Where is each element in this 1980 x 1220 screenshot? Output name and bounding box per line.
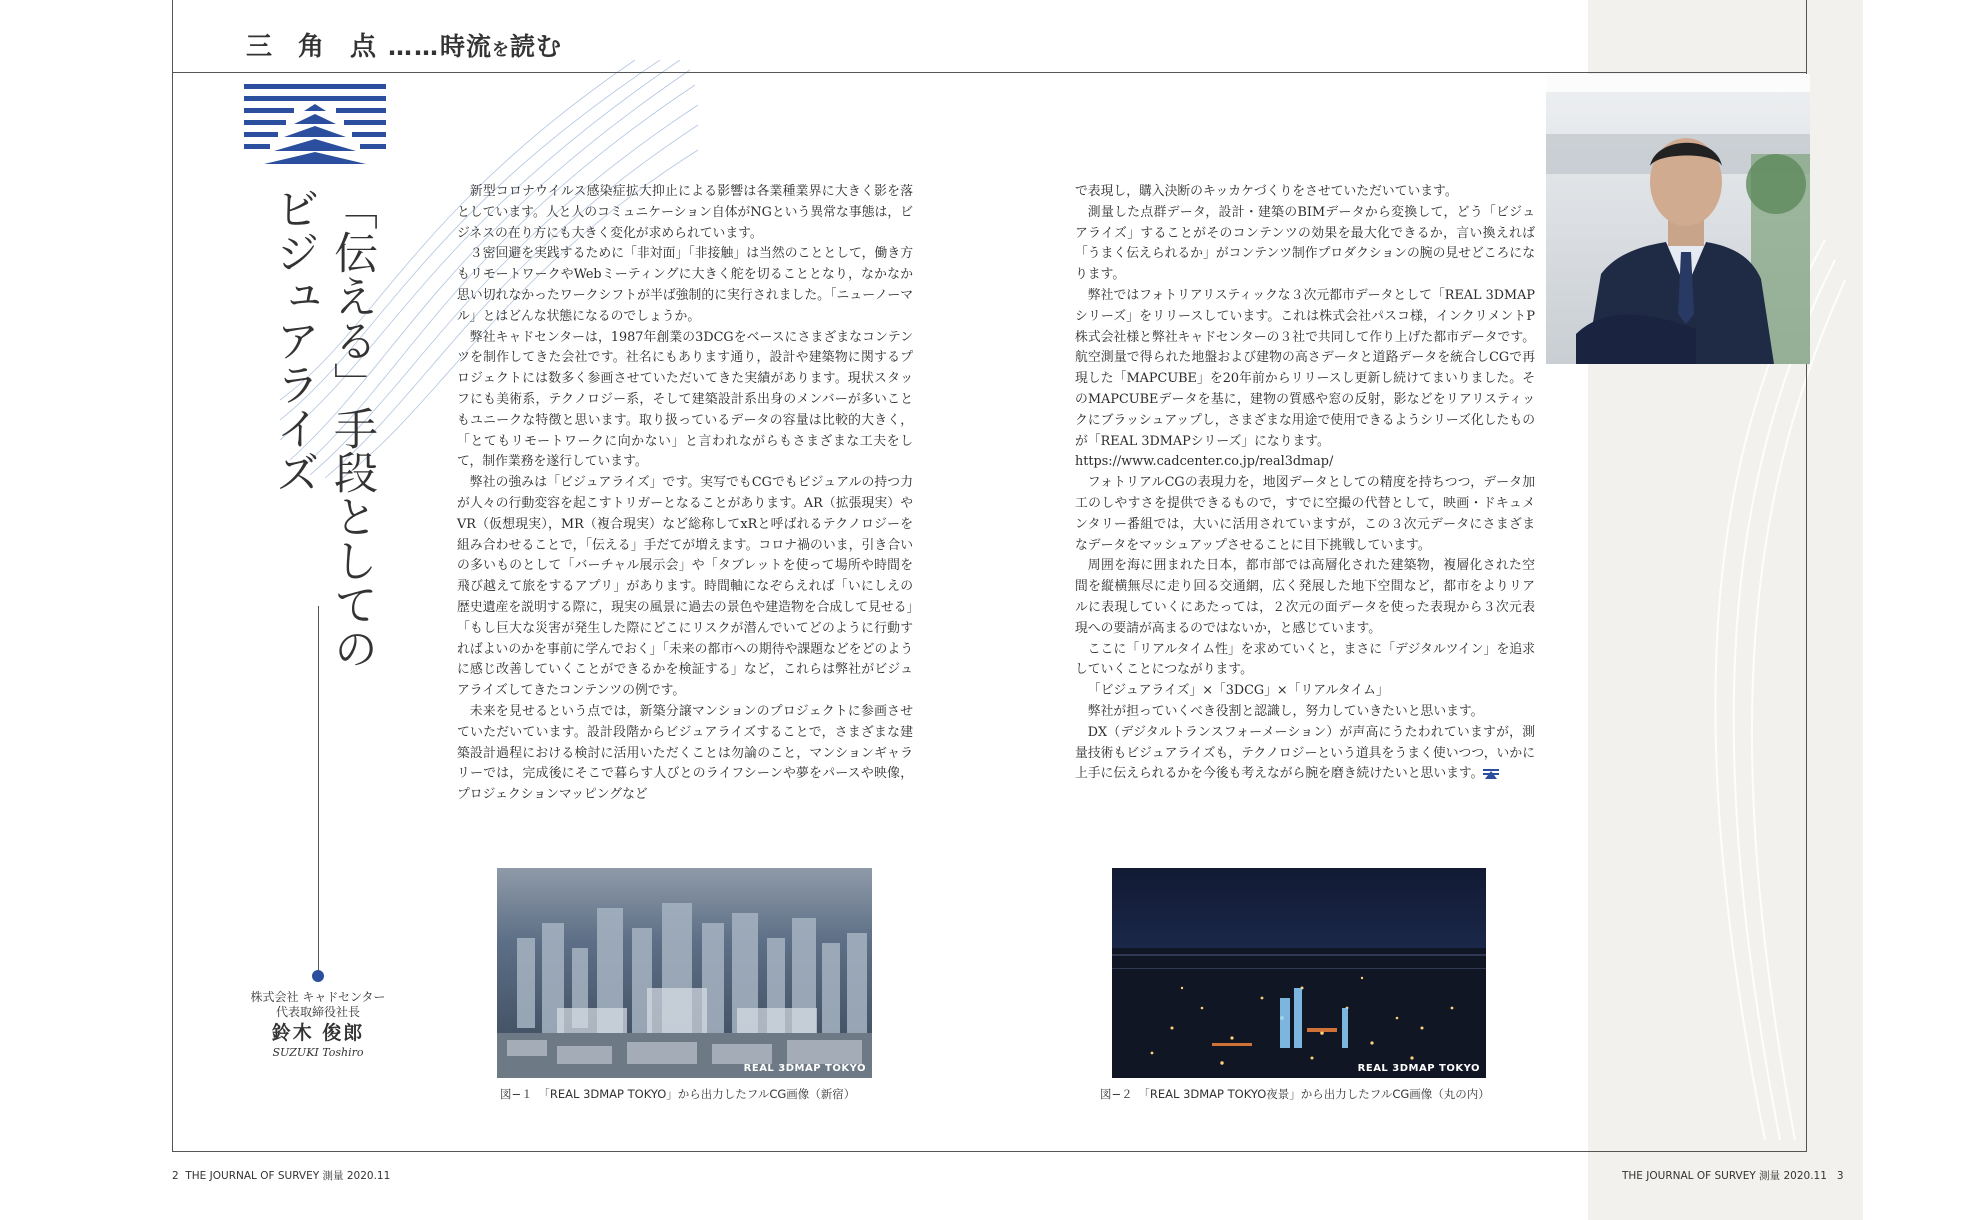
url-link[interactable]: https://www.cadcenter.co.jp/real3dmap/ bbox=[1075, 454, 1334, 470]
figure-1-shinjuku-cg bbox=[497, 868, 872, 1078]
journal-name-left: THE JOURNAL OF SURVEY 測量 2020.11 bbox=[185, 1170, 391, 1182]
paragraph: 弊社キャドセンターは，1987年創業の3DCGをベースにさまざまなコンテンツを制作してきた会社です。社名にもあります通り，設計や建築物に関するプロジェクトには数多く参画させていただいてきた実績があります。現状スタッフにも美術系，テクノロジー系，そして建築設計系出身のメンバーが多いこともユニークな特徴と思います。取り扱っているデータの容量は比較的大きく，「とてもリモートワークに向かない」と言われながらもさまざまな工夫をして，制作業務を遂行しています。 bbox=[457, 329, 913, 470]
body-column-a bbox=[457, 182, 913, 806]
author-name-roman: SUZUKI Toshiro bbox=[272, 1046, 364, 1059]
folio-right bbox=[1622, 1168, 1844, 1183]
end-mark-icon bbox=[1483, 769, 1499, 779]
author-portrait-photo bbox=[1546, 74, 1810, 364]
series-subtitle-b: を bbox=[492, 40, 511, 60]
page-number-left: 2 bbox=[172, 1170, 179, 1182]
paragraph: 「ビジュアライズ」×「3DCG」×「リアルタイム」 bbox=[1087, 683, 1389, 699]
figure-1-watermark: REAL 3DMAP TOKYO bbox=[743, 1063, 866, 1074]
author-dot-marker bbox=[312, 970, 324, 982]
series-subtitle-a: 時流 bbox=[440, 32, 493, 61]
city-aerial-image bbox=[497, 868, 872, 1078]
folio-left bbox=[172, 1168, 390, 1183]
page-number-right: 3 bbox=[1836, 1170, 1844, 1182]
series-subtitle-c: 読む bbox=[510, 32, 563, 61]
figure-2-watermark: REAL 3DMAP TOKYO bbox=[1357, 1063, 1480, 1074]
figure-2-marunouchi-night-cg bbox=[1112, 868, 1486, 1078]
paragraph: フォトリアルCGの表現力を，地図データとしての精度を持ちつつ，データ加工のしやすさを提供できるもので，すでに空撮の代替として，映画・ドキュメンタリー番組では，大いに活用されていますが，この３次元データにさまざまなデータをマッシュアップさせることに目下挑戦しています。 bbox=[1075, 475, 1535, 553]
journal-name-right: THE JOURNAL OF SURVEY 測量 2020.11 bbox=[1622, 1170, 1827, 1182]
city-night-image bbox=[1112, 868, 1486, 1078]
frame-left-rule bbox=[172, 0, 173, 1152]
paragraph: 弊社が担っていくべき役割と認識し，努力していきたいと思います。 bbox=[1087, 703, 1484, 719]
paragraph: 弊社ではフォトリアリスティックな３次元都市データとして「REAL 3DMAPシリーズ」をリリースしています。これは株式会社パスコ様，インクリメントP株式会社様と弊社キャドセンターの３社で共同して作り上げた都市データです。航空測量で得られた地盤および建物の高さデータと道路データを統合しCGで再現した「MAPCUBE」を20年前からリリースし更新し続けてまいりました。そのMAPCUBEデータを基に，建物の質感や窓の反射，影などをリアリスティックにブラッシュアップし，さまざまな用途で使用できるようシリーズ化したものが「REAL 3DMAPシリーズ」になります。 bbox=[1075, 287, 1535, 449]
figure-2-caption: 図−２ 「REAL 3DMAP TOKYO夜景」から出力したフルCG画像（丸の内） bbox=[1100, 1087, 1490, 1101]
series-dots: …… bbox=[388, 33, 441, 61]
paragraph: 未来を見せるという点では，新築分譲マンションのプロジェクトに参画させていただいています。設計段階からビジュアライズすることで，さまざまな建築設計過程における検討に活用いただくことは勿論のこと，マンションギャラリーでは，完成後にそこで暮らす人びとのライフシーンや夢をパースや映像，プロジェクションマッピングなど bbox=[457, 703, 913, 803]
figure-1-caption: 図−１ 「REAL 3DMAP TOKYO」から出力したフルCG画像（新宿） bbox=[500, 1087, 856, 1101]
frame-bottom-rule bbox=[172, 1151, 1807, 1152]
paragraph: 測量した点群データ，設計・建築のBIMデータから変換して，どう「ビジュアライズ」することがそのコンテンツの効果を最大化できるか，言い換えれば「うまく伝えられるか」がコンテンツ制作プロダクションの腕の見せどころになります。 bbox=[1075, 204, 1535, 283]
body-column-b bbox=[1075, 182, 1535, 785]
wave-lines-right-decoration bbox=[1595, 240, 1855, 1140]
paragraph: で表現し，購入決断のキッカケづくりをさせていただいています。 bbox=[1075, 184, 1458, 199]
triangulation-point-logo bbox=[244, 84, 386, 164]
author-block bbox=[236, 990, 400, 1060]
author-company: 株式会社 キャドセンター bbox=[250, 990, 386, 1004]
paragraph: 周囲を海に囲まれた日本，都市部では高層化された建築物，複層化された空間を縦横無尽に走り回る交通網，広く発展した地下空間など，都市をよりリアルに表現していくにあたっては，２次元の面データを使った表現から３次元表現への要請が高まるのではないか，と感じています。 bbox=[1075, 558, 1535, 636]
series-header bbox=[246, 26, 562, 66]
paragraph-last bbox=[1075, 723, 1535, 785]
portrait-image bbox=[1546, 74, 1810, 364]
paragraph-text: DX（デジタルトランスフォーメーション）が声高にうたわれていますが，測量技術もビジュアライズも，テクノロジーという道具をうまく使いつつ，いかに上手に伝えられるかを今後も考えながら腕を磨き続けたいと思います。 bbox=[1075, 724, 1535, 782]
author-role: 代表取締役社長 bbox=[275, 1005, 360, 1019]
series-title: 三角点 bbox=[246, 32, 403, 62]
paragraph: ３密回避を実践するために「非対面」「非接触」は当然のこととして，働き方もリモートワークやWebミーティングに大きく舵を切ることとなり，なかなか思い切れなかったワークシフトが半ば強制的に実行されました。「ニューノーマル」とはどんな状態になるのでしょうか。 bbox=[457, 246, 913, 324]
author-name: 鈴木 俊郎 bbox=[271, 1022, 365, 1044]
article-title-line1: 「伝える」手段としての bbox=[326, 186, 377, 670]
article-title bbox=[260, 186, 380, 670]
header-rule bbox=[172, 72, 1807, 73]
paragraph: 新型コロナウイルス感染症拡大抑止による影響は各業種業界に大きく影を落としています。人と人のコミュニケーション自体がNGという異常な事態は，ビジネスの在り方にも大きく変化が求められています。 bbox=[457, 184, 913, 241]
paragraph: 弊社の強みは「ビジュアライズ」です。実写でもCGでもビジュアルの持つ力が人々の行動変容を起こすトリガーとなることがあります。AR（拡張現実）やVR（仮想現実），MR（複合現実）など総称してxRと呼ばれるテクノロジーを組み合わせることで，「伝える」手だてが増えます。コロナ禍のいま，引き合いの多いものとして「バーチャル展示会」や「タブレットを使って場所や時間を飛び越えて旅をするアプリ」があります。時間軸になぞらえれば「いにしえの歴史遺産を説明する際に，現実の風景に過去の景色や建造物を合成して見せる」「もし巨大な災害が発生した際にどこにリスクが潜んでいてどのように行動すればよいのかを事前に学んでおく」「未来の都市への期待や課題などをどのように感じ改善していくことができるかを検証する」など，これらは弊社がビジュアライズしてきたコンテンツの例です。 bbox=[457, 475, 913, 699]
title-vertical-rule bbox=[318, 606, 319, 976]
article-title-line2: ビジュアライズ bbox=[268, 186, 319, 494]
paragraph: ここに「リアルタイム性」を求めていくと，まさに「デジタルツイン」を追求していくことにつながります。 bbox=[1075, 641, 1535, 678]
